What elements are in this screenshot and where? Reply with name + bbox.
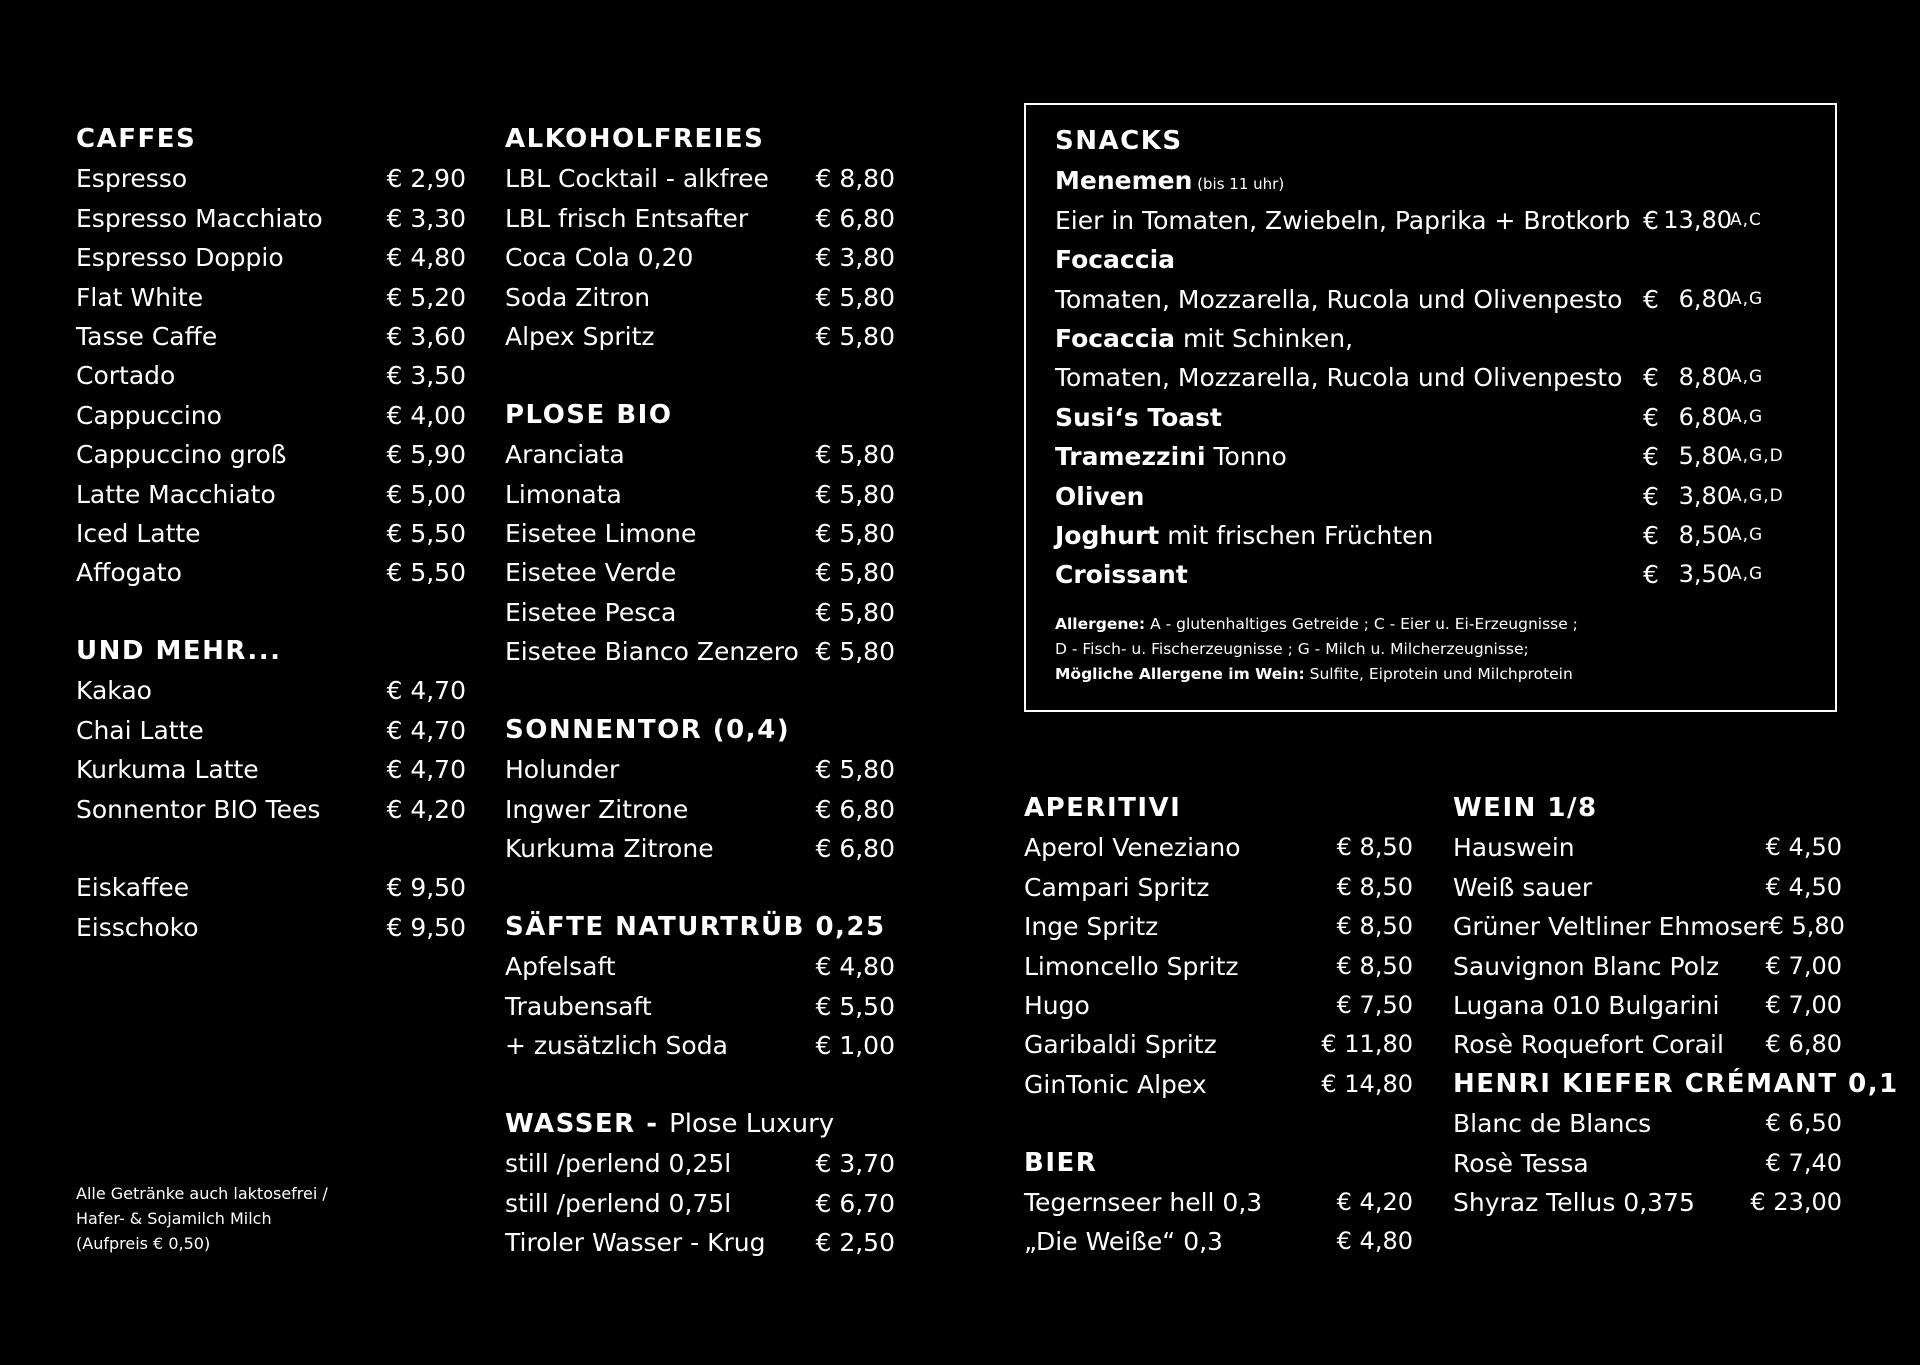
menu-column-aperitivi	[1024, 789, 1413, 1262]
snack-item-price: 6,80	[1678, 284, 1732, 313]
section-alkoholfreies	[505, 120, 895, 356]
menu-item	[1024, 1025, 1413, 1064]
menu-item-price: € 2,90	[386, 164, 466, 194]
menu-column-caffes	[76, 120, 466, 947]
menu-item-price: € 1,00	[815, 1030, 895, 1060]
note-line: Hafer- & Sojamilch Milch	[76, 1209, 272, 1228]
menu-item	[505, 1026, 895, 1065]
allergen-label: Allergene:	[1055, 614, 1146, 633]
snack-item	[1055, 437, 1815, 476]
snacks-box	[1024, 103, 1837, 712]
menu-item	[76, 356, 466, 395]
section-heading: SÄFTE NATURTRÜB 0,25	[505, 911, 886, 942]
wine-allergen-label: Mögliche Allergene im Wein:	[1055, 664, 1305, 683]
menu-item-name: Iced Latte	[76, 518, 201, 548]
snack-item	[1055, 477, 1815, 516]
snack-item-currency: €	[1643, 442, 1659, 472]
section-sonnentor	[505, 711, 895, 869]
snack-item-currency: €	[1643, 402, 1659, 432]
menu-item-price: € 7,00	[1765, 951, 1842, 980]
section-eis	[76, 868, 466, 947]
menu-item	[1453, 868, 1842, 907]
menu-item-price: € 5,20	[386, 282, 466, 312]
snack-item-price: 8,80	[1678, 363, 1732, 392]
menu-item-price: € 7,40	[1765, 1148, 1842, 1177]
menu-item-name: Tegernseer hell 0,3	[1024, 1187, 1263, 1217]
menu-item	[505, 238, 895, 277]
menu-item-name: Latte Macchiato	[76, 479, 276, 509]
menu-item-price: € 7,50	[1336, 990, 1413, 1019]
menu-item	[505, 159, 895, 198]
snack-item-description: mit Schinken,	[1175, 323, 1354, 353]
menu-item	[505, 553, 895, 592]
menu-item-name: Kakao	[76, 676, 152, 706]
menu-item-name: „Die Weiße“ 0,3	[1024, 1227, 1223, 1257]
snack-item	[1055, 555, 1815, 594]
menu-item-name: Sonnentor BIO Tees	[76, 794, 321, 824]
menu-item-name: Garibaldi Spritz	[1024, 1030, 1217, 1060]
snack-item-price: 3,50	[1678, 560, 1732, 589]
menu-item	[76, 868, 466, 907]
menu-item-price: € 6,80	[1765, 1030, 1842, 1059]
snack-item-name: Tramezzini	[1055, 442, 1206, 472]
menu-item-name: Limoncello Spritz	[1024, 951, 1239, 981]
menu-item-price: € 2,50	[815, 1227, 895, 1257]
menu-item-name: Cappuccino	[76, 400, 222, 430]
section-aperitivi	[1024, 789, 1413, 1104]
menu-item	[505, 790, 895, 829]
snack-item	[1055, 358, 1815, 397]
menu-item	[1024, 1183, 1413, 1222]
menu-item	[1453, 907, 1845, 946]
menu-item-price: € 4,20	[386, 794, 466, 824]
menu-item-name: Cortado	[76, 361, 176, 391]
section-und-mehr	[76, 632, 466, 829]
snack-item-currency: €	[1643, 560, 1659, 590]
wine-allergen-text: Sulfite, Eiprotein und Milchprotein	[1304, 664, 1573, 683]
menu-item-name: Cappuccino groß	[76, 440, 287, 470]
menu-item	[1453, 1144, 1842, 1183]
section-heading-title: WASSER -	[505, 1108, 659, 1139]
section-heading-snacks: SNACKS	[1055, 126, 1183, 156]
menu-item-name: Coca Cola 0,20	[505, 243, 694, 273]
menu-item-price: € 6,50	[1765, 1109, 1842, 1138]
snack-item-allergens: A,G	[1730, 367, 1764, 388]
menu-item-price: € 5,80	[815, 755, 895, 785]
menu-item-name: Espresso Macchiato	[76, 203, 323, 233]
menu-item	[76, 711, 466, 750]
snack-item	[1055, 280, 1815, 319]
menu-item	[1453, 947, 1842, 986]
snack-item	[1055, 319, 1815, 358]
menu-item	[76, 790, 466, 829]
snack-item-description: Tomaten, Mozzarella, Rucola und Olivenpesto	[1055, 363, 1623, 393]
menu-item-name: Espresso	[76, 164, 188, 194]
menu-item-price: € 14,80	[1321, 1069, 1413, 1098]
menu-item-price: € 4,80	[1336, 1227, 1413, 1256]
menu-item	[505, 1223, 895, 1262]
snack-item-name: Croissant	[1055, 560, 1188, 590]
menu-item-name: Affogato	[76, 558, 182, 588]
lactose-free-note	[76, 1181, 328, 1256]
section-heading: HENRI KIEFER CRÉMANT 0,1	[1453, 1068, 1899, 1099]
menu-item-price: € 5,80	[815, 282, 895, 312]
menu-item	[1024, 828, 1413, 867]
section-heading: CAFFES	[76, 124, 197, 154]
menu-item	[76, 435, 466, 474]
snack-item-price: 6,80	[1678, 402, 1732, 431]
snack-item-name: Oliven	[1055, 481, 1145, 511]
menu-item-name: Chai Latte	[76, 715, 204, 745]
snack-item-currency: €	[1643, 284, 1659, 314]
menu-item	[76, 317, 466, 356]
menu-item-name: still /perlend 0,75l	[505, 1188, 732, 1218]
snack-item-currency: €	[1643, 520, 1659, 550]
menu-item-price: € 6,80	[815, 794, 895, 824]
menu-item-name: Rosè Roquefort Corail	[1453, 1030, 1724, 1060]
menu-item-name: Apfelsaft	[505, 952, 616, 982]
menu-item	[1024, 986, 1413, 1025]
menu-item-name: Tasse Caffe	[76, 321, 218, 351]
menu-item-name: Aperol Veneziano	[1024, 833, 1241, 863]
snack-item	[1055, 398, 1815, 437]
snack-item	[1055, 516, 1815, 555]
menu-item	[505, 199, 895, 238]
menu-item-price: € 4,70	[386, 676, 466, 706]
menu-item	[1024, 907, 1413, 946]
menu-item	[505, 593, 895, 632]
section-wein	[1453, 789, 1845, 1065]
section-wasser	[505, 1105, 895, 1263]
menu-item	[76, 671, 466, 710]
menu-item	[1024, 868, 1413, 907]
menu-item-price: € 3,30	[386, 203, 466, 233]
snack-item-description: mit frischen Früchten	[1159, 520, 1434, 550]
menu-item-price: € 6,70	[815, 1188, 895, 1218]
section-plose-bio	[505, 396, 895, 672]
menu-item-name: Campari Spritz	[1024, 872, 1210, 902]
allergen-info	[1055, 612, 1815, 687]
menu-item	[505, 435, 895, 474]
snack-item-description: Tonno	[1205, 442, 1287, 472]
menu-item-price: € 5,80	[815, 321, 895, 351]
menu-item-name: Eisetee Pesca	[505, 597, 677, 627]
menu-item	[1024, 947, 1413, 986]
section-heading: PLOSE BIO	[505, 399, 673, 430]
menu-item-price: € 5,80	[815, 440, 895, 470]
menu-item	[76, 514, 466, 553]
menu-item-name: Eisetee Verde	[505, 558, 677, 588]
menu-item-name: Kurkuma Latte	[76, 755, 259, 785]
menu-item-name: Grüner Veltliner Ehmoser	[1453, 912, 1769, 942]
menu-item-price: € 4,70	[386, 715, 466, 745]
snack-item-price: 8,50	[1678, 520, 1732, 549]
menu-item-name: Lugana 010 Bulgarini	[1453, 990, 1720, 1020]
menu-item-name: Tiroler Wasser - Krug	[505, 1227, 766, 1257]
menu-item	[76, 159, 466, 198]
menu-item-price: € 4,50	[1765, 833, 1842, 862]
menu-item-name: LBL frisch Entsafter	[505, 203, 749, 233]
note-line: Alle Getränke auch laktosefrei /	[76, 1184, 328, 1203]
menu-item-price: € 8,50	[1336, 912, 1413, 941]
snack-item-name: Susi‘s Toast	[1055, 402, 1222, 432]
menu-item-price: € 4,70	[386, 755, 466, 785]
snack-item-description: Tomaten, Mozzarella, Rucola und Olivenpesto	[1055, 284, 1623, 314]
menu-column-wein	[1453, 789, 1899, 1222]
menu-item-price: € 5,50	[386, 558, 466, 588]
snack-item-price: 5,80	[1678, 442, 1732, 471]
section-caffes	[76, 120, 466, 593]
menu-item-name: Eisetee Bianco Zenzero	[505, 637, 799, 667]
menu-item-price: € 4,80	[386, 243, 466, 273]
menu-item	[1453, 1183, 1842, 1222]
menu-item	[1453, 1104, 1842, 1143]
note-line: (Aufpreis € 0,50)	[76, 1234, 211, 1253]
menu-item-price: € 8,80	[815, 164, 895, 194]
menu-item-name: Alpex Spritz	[505, 321, 655, 351]
menu-item-name: GinTonic Alpex	[1024, 1069, 1207, 1099]
menu-item-name: Flat White	[76, 282, 204, 312]
menu-item-price: € 3,60	[386, 321, 466, 351]
snack-item	[1055, 240, 1815, 279]
snack-item	[1055, 201, 1815, 240]
snack-item-allergens: A,G	[1730, 524, 1764, 545]
menu-item-price: € 5,80	[815, 597, 895, 627]
menu-item	[1024, 1065, 1413, 1104]
menu-item-name: Hauswein	[1453, 833, 1575, 863]
menu-item-price: € 8,50	[1336, 872, 1413, 901]
section-heading: BIER	[1024, 1147, 1098, 1178]
section-heading	[505, 1105, 895, 1144]
snack-item	[1055, 161, 1815, 200]
menu-item-name: Blanc de Blancs	[1453, 1109, 1652, 1139]
menu-item	[505, 829, 895, 868]
snack-item-price: 3,80	[1678, 481, 1732, 510]
menu-item-price: € 7,00	[1765, 990, 1842, 1019]
menu-item-name: Holunder	[505, 755, 620, 785]
menu-item-name: Ingwer Zitrone	[505, 794, 689, 824]
snack-item-price: 13,80	[1663, 205, 1732, 234]
menu-item-price: € 5,80	[815, 518, 895, 548]
snack-item-note: (bis 11 uhr)	[1192, 175, 1285, 194]
menu-item-price: € 9,50	[386, 912, 466, 942]
snack-item-allergens: A,C	[1730, 209, 1762, 230]
menu-item	[505, 987, 895, 1026]
menu-item-name: Eisschoko	[76, 912, 199, 942]
menu-item	[76, 199, 466, 238]
allergen-line1: A - glutenhaltiges Getreide ; C - Eier u. Ei-Erzeugnisse ;	[1145, 614, 1578, 633]
menu-item	[505, 1144, 895, 1183]
menu-item-name: Inge Spritz	[1024, 912, 1159, 942]
menu-item-price: € 3,70	[815, 1149, 895, 1179]
snack-item-name: Menemen	[1055, 166, 1193, 196]
menu-item-name: Weiß sauer	[1453, 872, 1593, 902]
menu-item	[1024, 1222, 1413, 1261]
menu-item-price: € 11,80	[1321, 1030, 1413, 1059]
menu-item-name: Hugo	[1024, 990, 1090, 1020]
menu-item-price: € 5,80	[1768, 912, 1845, 941]
menu-item-price: € 4,50	[1765, 872, 1842, 901]
menu-item	[505, 475, 895, 514]
menu-item-name: Kurkuma Zitrone	[505, 834, 714, 864]
snack-item-allergens: A,G,D	[1730, 485, 1784, 506]
menu-item	[505, 317, 895, 356]
menu-item-name: still /perlend 0,25l	[505, 1149, 732, 1179]
menu-item	[76, 396, 466, 435]
menu-item-name: Eisetee Limone	[505, 518, 697, 548]
menu-item-name: Sauvignon Blanc Polz	[1453, 951, 1720, 981]
menu-item-name: Traubensaft	[505, 991, 652, 1021]
menu-item	[76, 553, 466, 592]
menu-item	[76, 750, 466, 789]
section-heading: UND MEHR...	[76, 636, 282, 667]
menu-item-price: € 4,80	[815, 952, 895, 982]
menu-item-price: € 5,90	[386, 440, 466, 470]
menu-item-name: Eiskaffee	[76, 873, 190, 903]
menu-item	[76, 278, 466, 317]
menu-item-price: € 3,50	[386, 361, 466, 391]
allergen-line2: D - Fisch- u. Fischerzeugnisse ; G - Milch u. Milcherzeugnisse;	[1055, 639, 1529, 658]
menu-item	[1453, 828, 1842, 867]
menu-item-price: € 4,20	[1336, 1187, 1413, 1216]
menu-item	[505, 1184, 895, 1223]
menu-item	[505, 514, 895, 553]
menu-item-name: Limonata	[505, 479, 622, 509]
menu-item-name: Rosè Tessa	[1453, 1148, 1589, 1178]
menu-item	[76, 475, 466, 514]
menu-item-price: € 3,80	[815, 243, 895, 273]
snack-item-name: Focaccia	[1055, 245, 1176, 275]
menu-item-name: + zusätzlich Soda	[505, 1030, 728, 1060]
menu-item-price: € 8,50	[1336, 951, 1413, 980]
menu-item-name: Aranciata	[505, 440, 625, 470]
menu-item-price: € 5,80	[815, 558, 895, 588]
snack-item-currency: €	[1643, 205, 1659, 235]
menu-item-price: € 6,80	[815, 834, 895, 864]
menu-item-price: € 4,00	[386, 400, 466, 430]
menu-item-price: € 8,50	[1336, 833, 1413, 862]
menu-item-price: € 5,00	[386, 479, 466, 509]
section-heading-suffix: Plose Luxury	[669, 1108, 835, 1139]
menu-item	[505, 750, 895, 789]
menu-item-name: Shyraz Tellus 0,375	[1453, 1187, 1695, 1217]
menu-item-name: Espresso Doppio	[76, 243, 284, 273]
menu-item-price: € 23,00	[1750, 1187, 1842, 1216]
snack-item-description: Eier in Tomaten, Zwiebeln, Paprika + Brotkorb	[1055, 205, 1631, 235]
snack-item-allergens: A,G	[1730, 288, 1764, 309]
menu-item-price: € 6,80	[815, 203, 895, 233]
menu-item	[76, 238, 466, 277]
snack-item-name: Joghurt	[1055, 520, 1160, 550]
menu-item-price: € 5,80	[815, 479, 895, 509]
menu-item	[505, 947, 895, 986]
snack-item-allergens: A,G,D	[1730, 446, 1784, 467]
section-heading: ALKOHOLFREIES	[505, 124, 765, 154]
menu-item	[76, 908, 466, 947]
menu-item-price: € 5,50	[815, 991, 895, 1021]
menu-item-price: € 9,50	[386, 873, 466, 903]
snack-item-currency: €	[1643, 363, 1659, 393]
snacks-list	[1055, 161, 1815, 594]
menu-item	[1453, 1025, 1842, 1064]
section-cremant	[1453, 1065, 1899, 1223]
snack-item-name: Focaccia	[1055, 323, 1176, 353]
menu-item	[1453, 986, 1842, 1025]
section-heading: SONNENTOR (0,4)	[505, 714, 791, 745]
menu-item-price: € 5,80	[815, 637, 895, 667]
menu-item-name: LBL Cocktail - alkfree	[505, 164, 769, 194]
menu-item	[505, 278, 895, 317]
menu-item-name: Soda Zitron	[505, 282, 651, 312]
menu-item	[505, 632, 895, 671]
snack-item-currency: €	[1643, 481, 1659, 511]
section-bier	[1024, 1144, 1413, 1262]
snack-item-allergens: A,G	[1730, 564, 1764, 585]
section-saefte	[505, 908, 895, 1066]
section-heading: WEIN 1/8	[1453, 793, 1598, 823]
snack-item-allergens: A,G	[1730, 406, 1764, 427]
section-heading: APERITIVI	[1024, 793, 1182, 823]
menu-column-alkoholfreies	[505, 120, 895, 1262]
menu-item-price: € 5,50	[386, 518, 466, 548]
